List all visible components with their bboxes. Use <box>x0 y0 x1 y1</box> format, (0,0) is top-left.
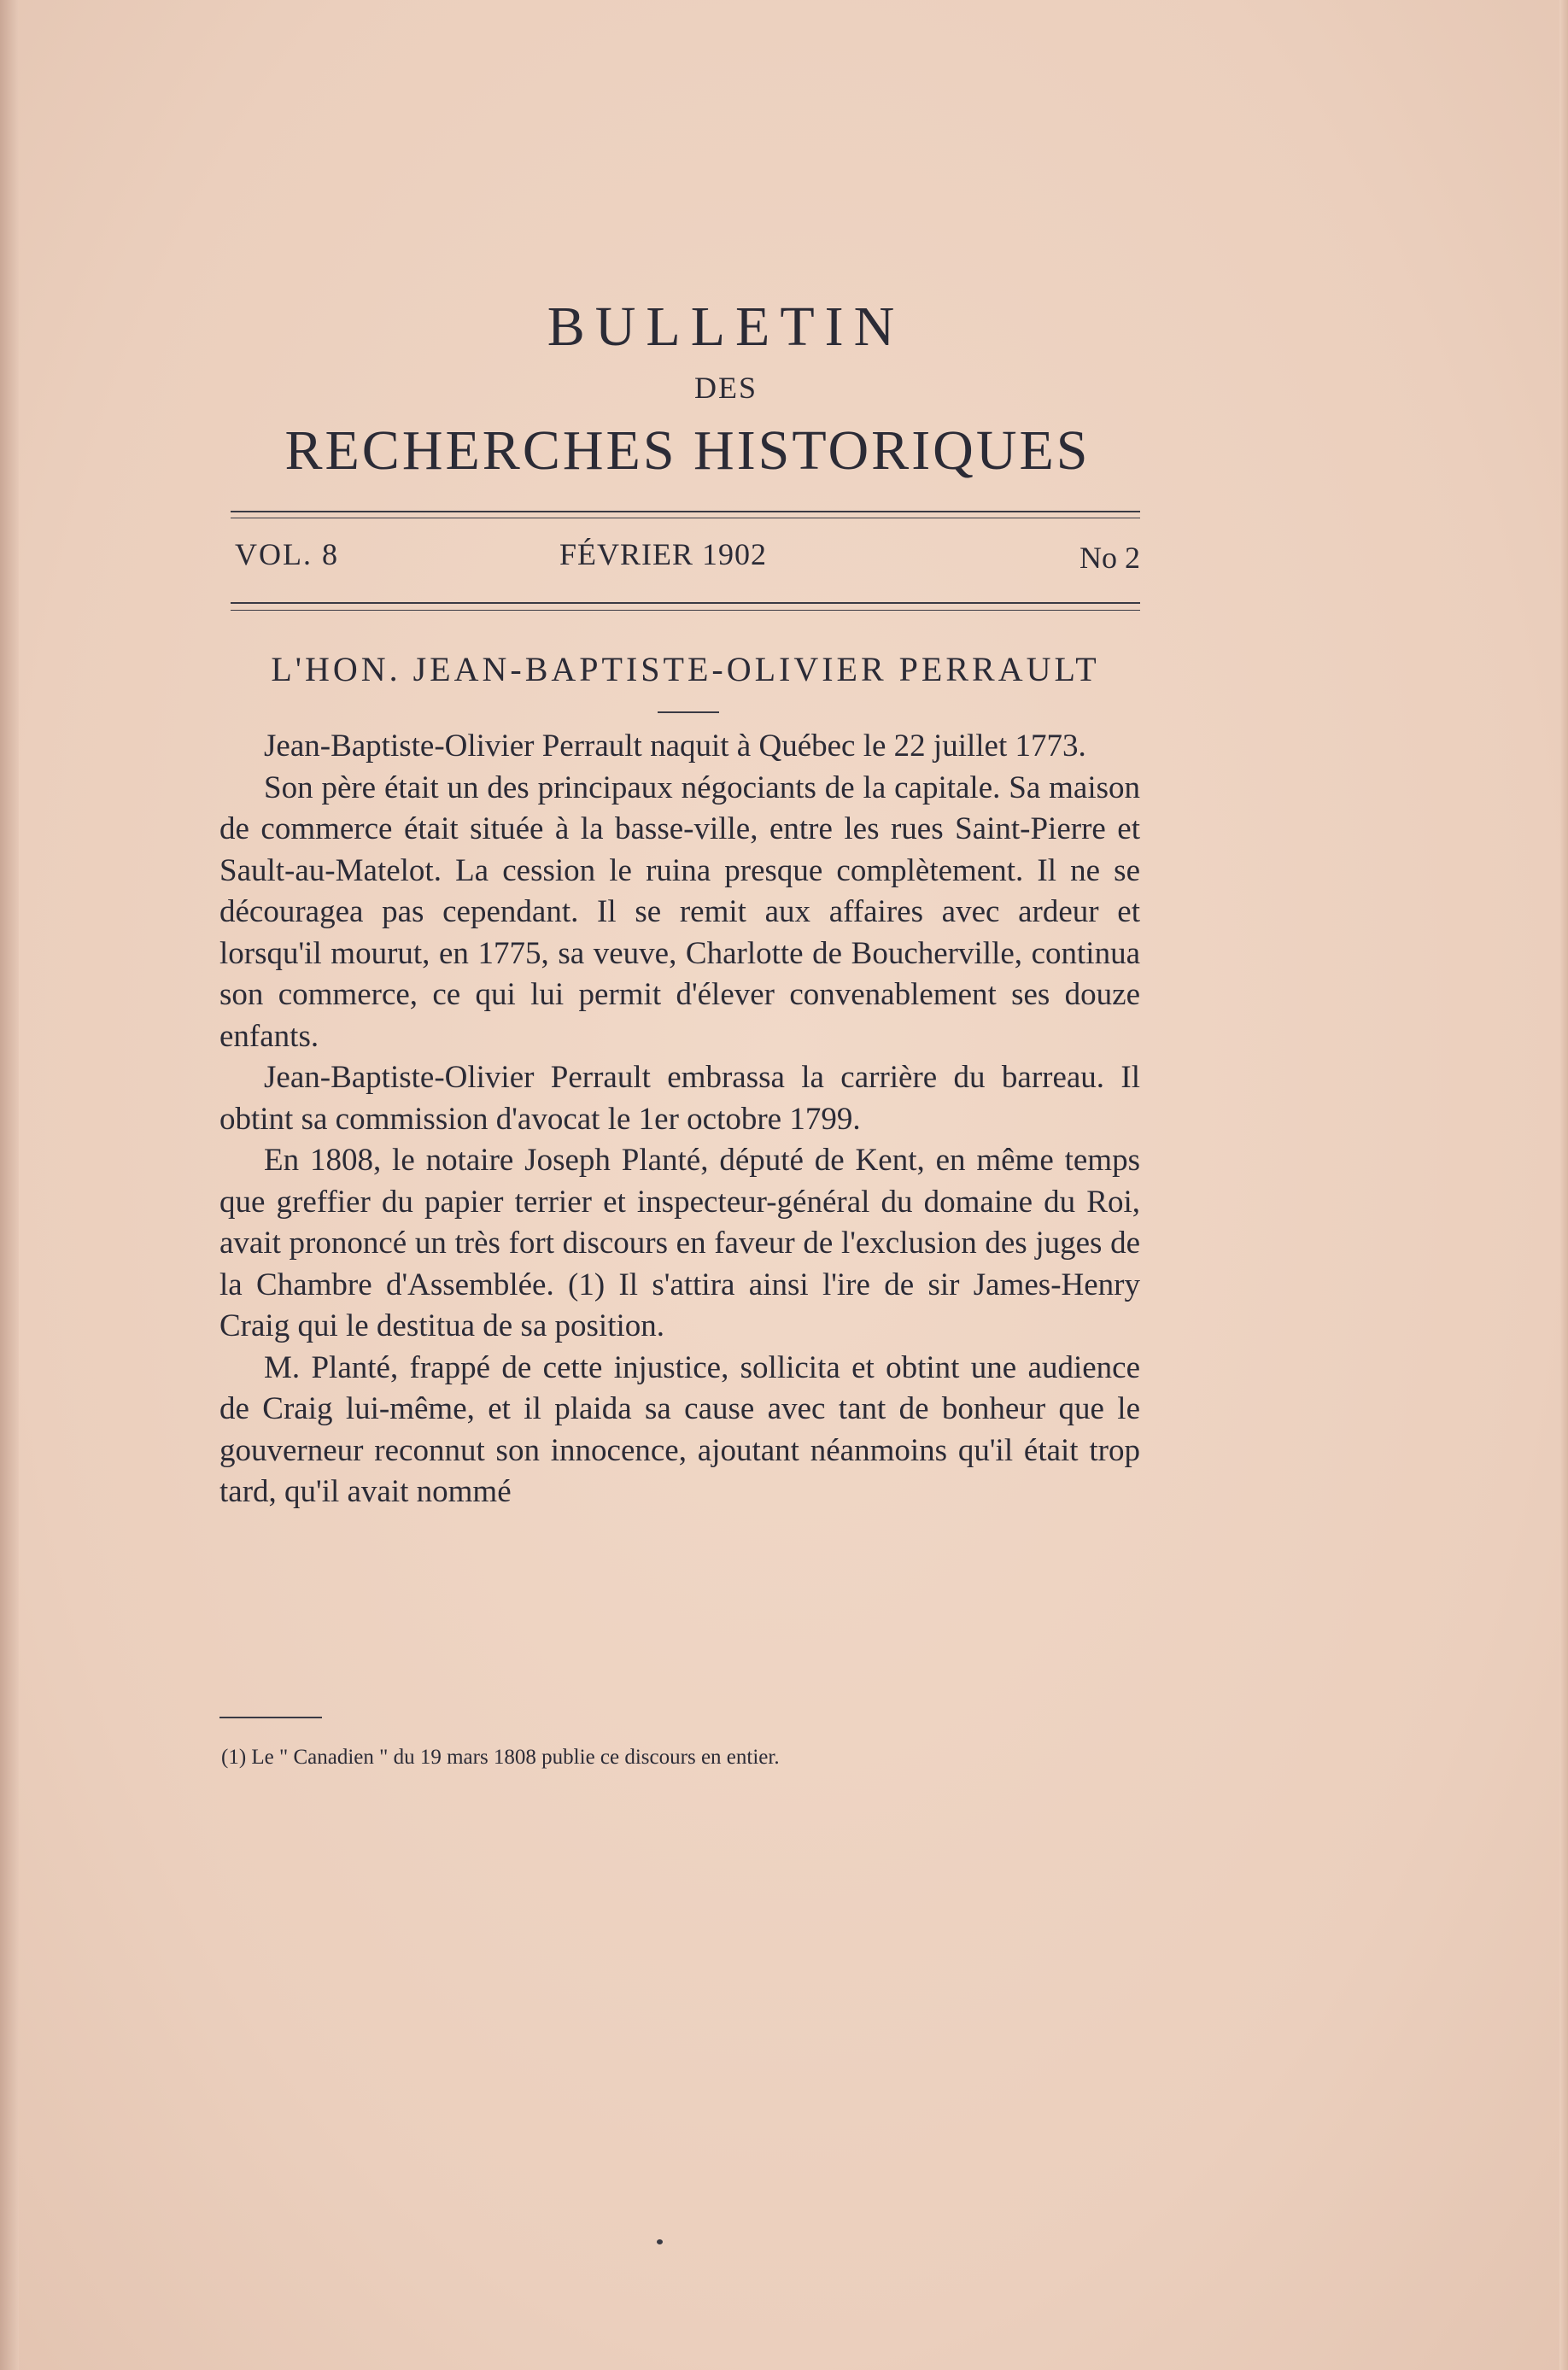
ink-speck <box>657 2239 663 2244</box>
title-rule <box>658 711 719 713</box>
footnote-rule <box>219 1717 322 1718</box>
issue-rule-top <box>231 602 1140 604</box>
issue-date: FÉVRIER 1902 <box>559 537 768 571</box>
article-body <box>219 726 1140 1513</box>
article-title: L'HON. JEAN-BAPTISTE-OLIVIER PERRAULT <box>271 650 1100 688</box>
paragraph-5: M. Planté, frappé de cette injustice, sollicita et obtint une audience de Craig lui-même, et il plaida sa cause avec tant de bonheur que le gouverneur reconnut son innocence, ajoutant néanmoins qu'il était trop tard, qu'il avait nommé <box>219 1349 1140 1509</box>
paragraph-2: Son père était un des principaux négociants de la capitale. Sa maison de commerce était située à la basse-ville, entre les rues Saint-Pierre et Sault-au-Matelot. La cession le ruina presque complètement. Il ne se découragea pas cependant. Il se remit aux affaires avec ardeur et lorsqu'il mourut, en 1775, sa veuve, Charlotte de Boucherville, continua son commerce, ce qui lui permit d'élever convenablement ses douze enfants. <box>219 770 1140 1054</box>
masthead-rule-top <box>231 511 1140 512</box>
paragraph-3: Jean-Baptiste-Olivier Perrault embrassa la carrière du barreau. Il obtint sa commission d'avocat le 1er octobre 1799. <box>219 1060 1140 1137</box>
masthead-title: BULLETIN <box>547 296 905 358</box>
masthead-des: DES <box>693 371 758 405</box>
footnote: (1) Le " Canadien " du 19 mars 1808 publie ce discours en entier. <box>221 1746 780 1769</box>
paragraph-4: En 1808, le notaire Joseph Planté, député de Kent, en même temps que greffier du papier terrier et inspecteur-général du domaine du Roi, avait prononcé un très fort discours en faveur de l'exclusion des juges de la Chambre d'Assemblée. (1) Il s'attira ainsi l'ire de sir James-Henry Craig qui le destitua de sa position. <box>219 1143 1140 1343</box>
issue-number: No 2 <box>1079 541 1140 575</box>
issue-volume: VOL. 8 <box>235 537 339 571</box>
paragraph-1: Jean-Baptiste-Olivier Perrault naquit à Québec le 22 juillet 1773. <box>264 729 1086 764</box>
masthead-subtitle: RECHERCHES HISTORIQUES <box>284 419 1091 482</box>
issue-line <box>235 536 1140 581</box>
issue-rule-bottom <box>231 610 1140 611</box>
page-edge <box>1559 0 1568 2370</box>
